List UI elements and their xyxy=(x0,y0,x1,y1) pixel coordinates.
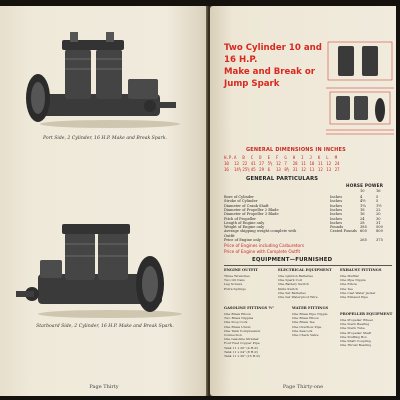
list-item: One Brass Elbow xyxy=(224,312,251,316)
particulars-label: Stroke of Cylinder xyxy=(224,199,258,204)
dim-value: 11 xyxy=(317,161,323,166)
particulars-v2: 1½ xyxy=(376,203,382,208)
engine-port-side-image xyxy=(10,24,200,134)
list-item: Tank 11 x 20" (4 H.P.) xyxy=(224,345,258,350)
particulars-unit: Pounds xyxy=(330,225,344,230)
particulars-unit: Inches xyxy=(330,203,343,208)
horse-power-values-row xyxy=(224,189,392,194)
dim-value: 14½ xyxy=(234,167,242,172)
exhaust-list xyxy=(340,274,375,299)
dim-letter: K xyxy=(317,155,321,160)
dim-value: 31 xyxy=(292,167,298,172)
list-item: Tank 11 x 30" (16 H.P.) xyxy=(224,354,260,359)
dim-letter: J xyxy=(309,155,312,160)
dim-letter: L xyxy=(326,155,329,160)
particulars-unit: Crated Pounds xyxy=(330,229,357,234)
list-item: One Thrust Bearing xyxy=(340,343,372,348)
dimensions-heading: GENERAL DIMENSIONS IN INCHES xyxy=(246,147,346,153)
particulars-v1: 265 xyxy=(360,238,367,242)
dim-value: 12 xyxy=(317,167,323,172)
dim-value: 45 xyxy=(250,167,256,172)
list-item: One Tank Compression xyxy=(224,328,261,333)
divider xyxy=(224,265,392,266)
dim-value: 13 xyxy=(326,167,332,172)
particulars-v1: 16 xyxy=(360,212,365,217)
list-item: One Shaft Coupling xyxy=(340,339,371,344)
dim-letter: M xyxy=(334,155,338,160)
particulars-v1: 385 xyxy=(360,225,367,230)
dim-letter: B xyxy=(242,155,245,160)
particulars-heading: GENERAL PARTICULARS xyxy=(246,176,319,182)
electrical-equipment-heading: ELECTRICAL EQUIPMENT xyxy=(278,268,332,272)
dim-value: 12 xyxy=(275,161,281,166)
particulars-v2: 800 xyxy=(376,229,383,234)
caption-port-side: Port Side, 2 Cylinder, 16 H.P. Make and Break Spark. xyxy=(43,136,167,141)
dim-letter: H.P. xyxy=(224,155,234,160)
list-item: One Ignition Batteries xyxy=(278,274,313,278)
dim-letter: A xyxy=(234,155,237,160)
dim-letter: F xyxy=(275,155,279,160)
horse-power-heading: HORSE POWER xyxy=(346,183,384,188)
left-page xyxy=(0,6,208,396)
engine-outfit-heading: ENGINE OUTFIT xyxy=(224,268,258,272)
dim-value: 27 xyxy=(334,167,340,172)
particulars-label: Pitch of Propeller xyxy=(224,216,256,221)
list-item: One Gasoline Strainer xyxy=(224,337,259,342)
particulars-label: Price of Engine only xyxy=(224,238,261,242)
list-item: Tank 11 x 24" (8 H.P.) xyxy=(224,349,258,354)
exhaust-fittings-heading: EXHAUST FITTINGS xyxy=(340,268,382,272)
list-item: One Battery Switch xyxy=(278,282,309,287)
list-item: One Brass Elbow xyxy=(292,316,319,321)
list-item: Knife Switch xyxy=(278,286,298,291)
particulars-v2: 500 xyxy=(376,225,383,230)
dim-letter: H xyxy=(292,155,296,160)
price-line-carburetors: Price of Engines including Carburetors xyxy=(224,243,305,248)
list-item: Lag Screws xyxy=(224,282,243,287)
equipment-heading: EQUIPMENT—FURNISHED xyxy=(252,257,333,263)
particulars-label: Average shipping weight complete with xyxy=(224,229,297,234)
electrical-list xyxy=(278,274,318,299)
right-page xyxy=(210,6,396,396)
list-item: One Brass Union xyxy=(224,324,251,329)
list-item: One Pipe Nipple xyxy=(340,278,366,283)
dim-value: 8½ xyxy=(284,167,290,172)
particulars-v2: 375 xyxy=(376,238,383,242)
particulars-v1: 600 xyxy=(360,229,367,234)
list-item: One Propeller Shaft xyxy=(340,330,372,335)
list-item: One Cast Water Jacket xyxy=(340,290,376,295)
dim-letter: E xyxy=(267,155,270,160)
title-line-2: Make and Break or Jump Spark xyxy=(224,67,315,89)
dim-value: 24 xyxy=(334,161,340,166)
dim-value: 12 xyxy=(301,167,306,172)
particulars-v2: 22 xyxy=(376,207,381,212)
particulars-v1: 18 xyxy=(360,207,365,212)
dim-value: 27 xyxy=(259,161,264,166)
list-item: Connection xyxy=(224,333,242,338)
engine-illustration-port xyxy=(10,24,200,141)
water-list xyxy=(292,312,327,337)
dim-value: 7 xyxy=(284,161,287,166)
gasoline-list xyxy=(224,312,260,358)
dim-value: 13 xyxy=(275,167,281,172)
list-item: One Tee xyxy=(340,286,353,291)
particulars-unit: Inches xyxy=(330,199,343,204)
dim-value: 41 xyxy=(250,161,256,166)
particulars-label: Length of Engine only xyxy=(224,220,265,225)
gasoline-fittings-heading: GASOLINE FITTINGS ½" xyxy=(224,306,275,310)
engine-outfit-list xyxy=(224,274,250,291)
dim-value: 10 xyxy=(224,161,229,166)
particulars-label: Diameter of Propeller 3 Blade xyxy=(224,212,279,217)
list-item: One Elbow xyxy=(340,282,358,287)
dim-value: 6 xyxy=(267,167,270,172)
particulars-v2: 31 xyxy=(376,220,381,225)
particulars-unit: Inches xyxy=(330,195,343,199)
engine-illustration-starboard xyxy=(10,212,200,329)
dim-value: 28 xyxy=(292,161,298,166)
dim-value: 29 xyxy=(259,167,264,172)
dim-letter: I xyxy=(301,155,304,160)
dim-letter: C xyxy=(250,155,254,160)
list-item: One Check Valve xyxy=(292,333,319,338)
list-item: One Set Batteries xyxy=(278,290,306,295)
list-item: One Seacock xyxy=(292,328,313,333)
list-item: One Stuffing Box xyxy=(340,334,367,339)
list-item: One Set Waterproof Wire xyxy=(278,295,318,300)
dim-value: 22 xyxy=(242,161,248,166)
list-item: One Spark Coil xyxy=(278,278,302,283)
list-item: One Overflow Pipe xyxy=(292,324,322,329)
list-item: Two Brass Nipples xyxy=(224,316,254,321)
list-item: Four Feet Copper Pipe xyxy=(224,341,260,346)
particulars-unit: Inches xyxy=(330,207,343,212)
water-fittings-heading: WATER FITTINGS xyxy=(292,306,329,310)
caption-starboard-side: Starboard Side, 2 Cylinder, 16 H.P. Make and Break Spark. xyxy=(36,324,174,329)
dim-value: 25½ xyxy=(242,167,250,172)
list-item: One Stop Cock xyxy=(224,320,248,325)
propeller-list xyxy=(340,318,373,347)
dimension-row-10hp xyxy=(224,161,343,166)
particulars-unit: Inches xyxy=(330,216,343,221)
dim-letter: G xyxy=(284,155,287,160)
particulars-v2: 30 xyxy=(376,216,381,221)
particulars-v1: 28 xyxy=(360,220,365,225)
dim-value: 5½ xyxy=(267,161,273,166)
hp-10: 10 xyxy=(360,189,365,193)
propeller-equipment-heading: PROPELLER EQUIPMENT xyxy=(340,312,393,316)
particulars-v2: 5 xyxy=(376,195,379,199)
list-item: One Propeller Wheel xyxy=(340,318,373,322)
engine-starboard-side-image xyxy=(10,212,200,322)
particulars-v1: 4 xyxy=(360,195,363,199)
particulars-v1: 1¼ xyxy=(360,203,366,208)
list-item: One Brass Pipe Nipple xyxy=(292,312,328,316)
page-number-right: Page Thirty-one xyxy=(282,384,324,390)
particulars-v2: 20 xyxy=(376,212,381,217)
particulars-label: Diameter of Crank Shaft xyxy=(224,203,269,208)
dim-value: 12 xyxy=(326,161,332,166)
list-item: Extra Springs xyxy=(224,286,246,291)
list-item: One Exhaust Pipe xyxy=(340,295,368,300)
price-line-complete-outfit: Price of Engine with Complete Outfit xyxy=(224,249,301,254)
particulars-unit: Inches xyxy=(330,212,343,217)
dimension-row-16hp xyxy=(224,167,343,172)
list-item: One Muffler xyxy=(340,274,360,278)
title-line-1: Two Cylinder 10 and 16 H.P. xyxy=(224,43,322,65)
list-item: One Stern Bearing xyxy=(340,322,370,327)
dim-letter: D xyxy=(259,155,262,160)
dim-value: 10 xyxy=(309,161,315,166)
particulars-label: Weight of Engine only xyxy=(224,225,265,230)
dimension-letters-row xyxy=(224,155,343,160)
particulars-v2: 5 xyxy=(376,199,379,204)
page-title xyxy=(224,42,329,90)
hp-16: 16 xyxy=(376,189,381,193)
dim-value: 13 xyxy=(234,161,239,166)
list-item: Three Wrenches xyxy=(224,274,250,278)
particulars-label: Bore of Cylinder xyxy=(224,195,254,199)
particulars-label: Diameter of Propeller 2 Blade xyxy=(224,207,279,212)
list-item: One Stern Tube xyxy=(340,326,365,331)
particulars-v1: 24 xyxy=(360,216,365,221)
list-item: Two Oil Cans xyxy=(224,278,245,283)
particulars-v1: 4½ xyxy=(360,199,366,204)
particulars-label: Outfit xyxy=(224,233,235,238)
page-number-left: Page Thirty xyxy=(89,384,119,390)
particulars-unit: Inches xyxy=(330,220,343,225)
dim-value: 11 xyxy=(301,161,306,166)
list-item: One Brass Tee xyxy=(292,320,315,325)
engine-dimension-diagram xyxy=(322,40,396,138)
dim-value: 16 xyxy=(224,167,229,172)
dim-value: 11 xyxy=(309,167,315,172)
